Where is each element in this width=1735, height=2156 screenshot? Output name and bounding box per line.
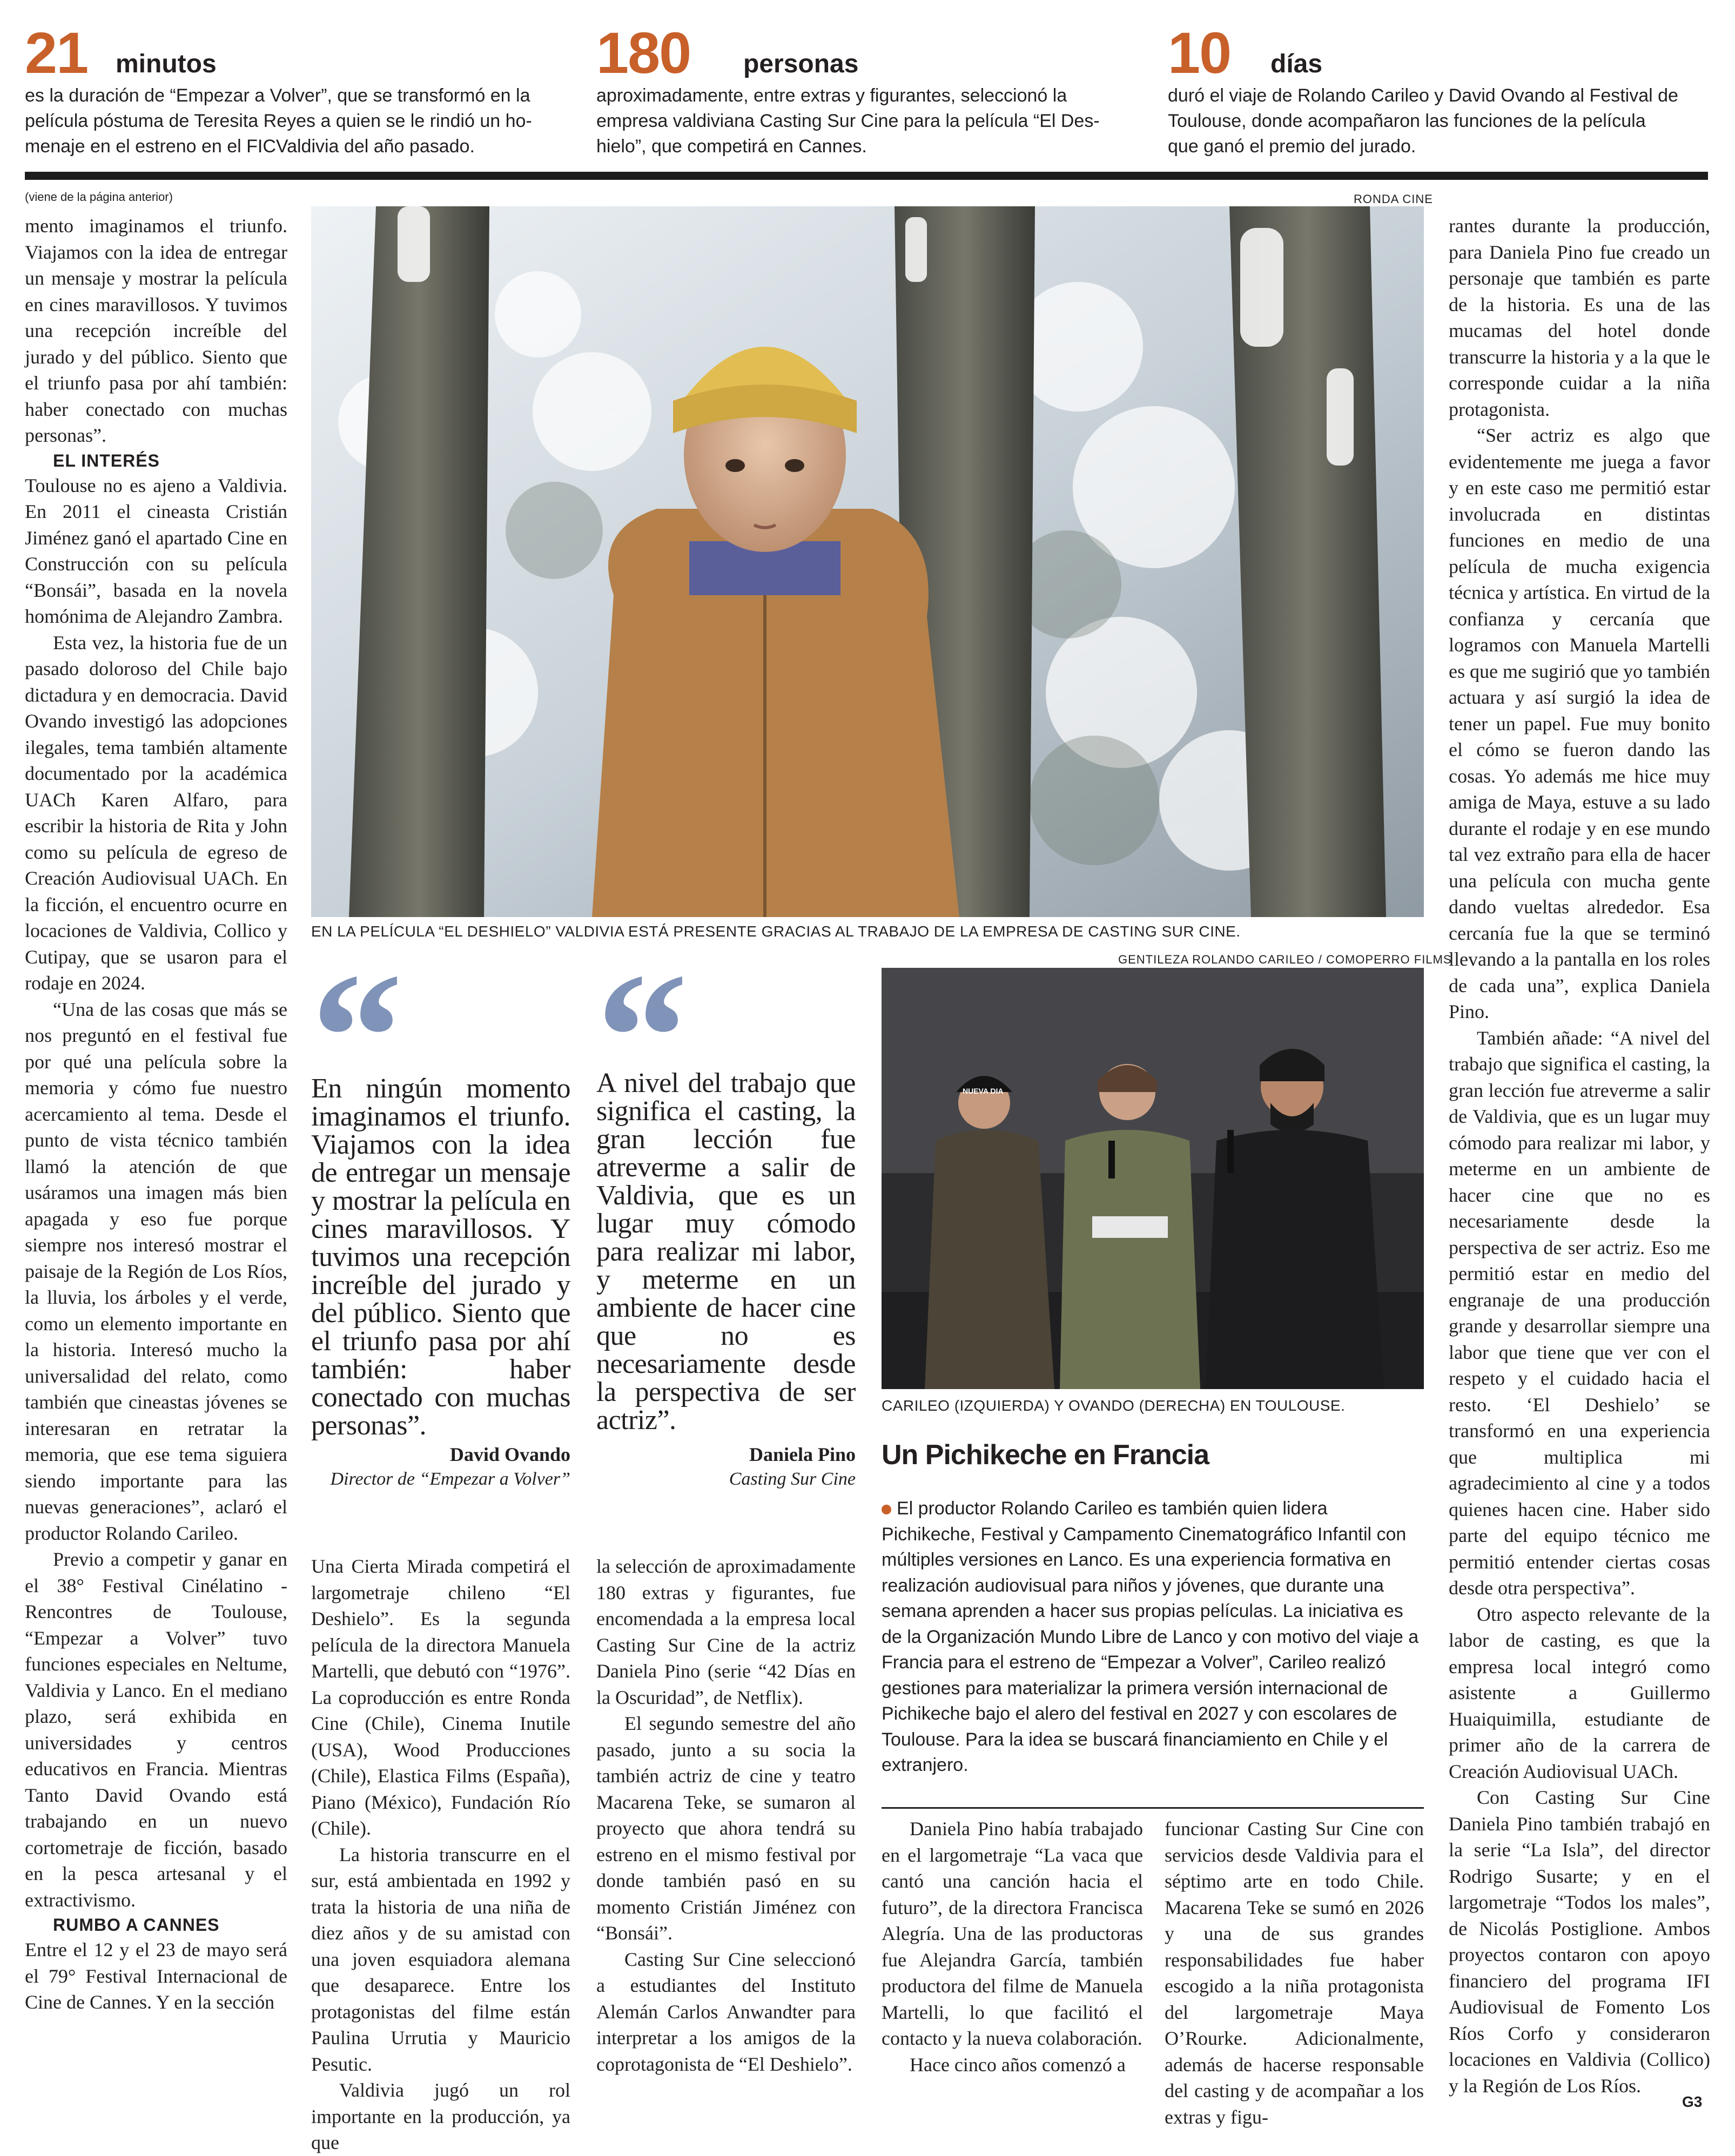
paragraph: Esta vez, la historia fue de un pasado doloroso del Chile bajo dictadura y en democracia. David Ovando investigó las adopciones ilegales, tema también altamente documentado por la académica UACh Karen Alfaro, para escribir la historia de Rita y John como su película de egreso de Creación Audiovisual UACh. En la ficción, el encuentro ocurre en locaciones de Valdivia, Collico y Cutipay, que se usaron para el rodaje en 2024. [25,631,287,994]
cap-badge: NUEVA DIA [963,1087,1004,1095]
quote-1-author: David Ovando [449,1444,570,1465]
paragraph: Entre el 12 y el 23 de mayo será el 79° Festival Internacional de Cine de Cannes. Y en la sección [25,1939,287,2013]
paragraph: rantes durante la producción, para Daniela Pino fue creado un personaje que también es parte de la historia. Es una de las mucamas del hotel donde transcurre la historia y a la que le corresponde cuidar a la niña protagonista. [1449,215,1710,420]
paragraph: Con Casting Sur Cine Daniela Pino también trabajó en la serie “La Isla”, del director Rodrigo Susarte; y en el largometraje “Todos los males”, de Nicolás Postiglione. Ambos proyectos contaron con apoyo financiero del programa IFI Audiovisual de Fomento Los Ríos Corfo y consideraron locaciones en Valdivia (Collico) y la Región de Los Ríos. [1449,1787,1710,2097]
bullet-dot-icon [882,1505,891,1514]
girl-in-snow-image [311,206,1424,917]
main-photo [311,206,1424,917]
paragraph: Una Cierta Mirada competirá el largometraje chileno “El Deshielo”. Es la segunda película de la directora Manuela Martelli, que debutó con “1976”. La coproducción es entre Ronda Cine (Chile), Cinema Inutile (USA), Wood Producciones (Chile), Elastica Films (España), Piano (México), Fundación Río (Chile). [311,1555,570,1839]
paragraph: “Una de las cosas que más se nos preguntó en el festival fue por qué una película sobre la memoria y cómo fue nuestro acercamiento al tema. Desde el punto de vista técnico también llamó la atención de que usáramos una imagen más bien apagada y eso fue porque siempre nos interesó mostrar el paisaje de la Región de Los Ríos, la lluvia, los árboles y el verde, como un elemento importante en la historia. Interesó mucho la universalidad del relato, como también que cineastas jóvenes se interesaran en retratar la memoria, que ese tema siguiera siendo importante para las nuevas generaciones”, aclaró el productor Rolando Carileo. [25,998,287,1544]
box-title: Un Pichikeche en Francia [882,1439,1209,1471]
continued-note: (viene de la página anterior) [25,190,173,204]
caption-second: CARILEO (IZQUIERDA) Y OVANDO (DERECHA) EN TOULOUSE. [882,1397,1346,1414]
caption-main: EN LA PELÍCULA “EL DESHIELO” VALDIVIA ESTÁ PRESENTE GRACIAS AL TRABAJO DE LA EMPRESA DE CASTING SUR CINE. [311,923,1241,940]
paragraph: Toulouse no es ajeno a Valdivia. En 2011 el cineasta Cristián Jiménez ganó el apartado Cine en Construcción con su película “Bonsái”, basada en la novela homónima de Alejandro Zambra. [25,474,287,627]
paragraph: Valdivia jugó un rol importante en la producción, ya que [311,2079,570,2153]
paragraph: También añade: “A nivel del trabajo que significa el casting, la gran lección fue atreverme a salir de Valdivia, que es un lugar muy cómodo para realizar mi labor, y meterme en un ambiente de hacer cine que no es necesariamente desde la perspectiva de ser actriz. Eso me permitió estar en medio del engranaje de una producción grande y desarrollar siempre una labor que tiene que ver con el respeto y el cuidado hacia el resto. ‘El Deshielo’ se transformó en una experiencia que multiplica mi agradecimiento al cine y a todos quienes hacen cine. Haber sido parte del equipo técnico me permitió entender ciertas cosas desde otra perspectiva”. [1449,1027,1710,1599]
column-6 [1449,213,1710,2099]
paragraph: El segundo semestre del año pasado, junto a su socia la también actriz de cine y teatro Macarena Teke, se sumaron al proyecto que ahora tendrá su estreno en el mismo festival por donde también pasó en su momento Cristián Jiménez con “Bonsái”. [596,1713,856,1944]
paragraph: Casting Sur Cine seleccionó a estudiantes del Instituto Alemán Carlos Anwandter para interpretar a los amigos de la coprotagonista de “El Deshielo”. [596,1948,856,2075]
pull-quote-2: A nivel del trabajo que significa el casting, la gran lección fue atreverme a salir de Valdivia, que es un lugar muy cómodo para realizar mi labor, y meterme en un ambiente de hacer cine que no es necesariamente desde la perspectiva de ser actriz”. [596,1068,856,1436]
quote-mark-icon [596,967,688,1048]
subhead-interes: EL INTERÉS [53,450,160,470]
stat-description: es la duración de “Empezar a Volver”, que se transformó en la película póstuma de Teresita Reyes a quien se le rindió un ho- menaje en el estreno en el FICValdivia del año pasado. [25,85,532,157]
paragraph: mento imaginamos el triunfo. Viajamos con la idea de entregar un mensaje y mostrar la película en cines maravillosos. Y tuvimos una recepción increíble del jurado y del público. Siento que el triunfo pasa por ahí también: haber conectado con muchas personas”. [25,215,287,446]
paragraph: funcionar Casting Sur Cine con servicios desde Valdivia para el séptimo arte en todo Chile. Macarena Teke se sumó en 2026 y una de sus grandes responsabilidades fue haber escogido a la niña protagonista del largometraje Maya O’Rourke. Adicionalmente, además de hacerse responsable del casting y de acompañar a los extras y figu- [1165,1818,1424,2128]
stat-block-2 [596,20,1142,169]
column-5 [1165,1816,1424,2130]
top-rule [25,172,1708,180]
column-1 [25,213,287,2016]
photo-credit-second: GENTILEZA ROLANDO CARILEO / COMOPERRO FILMS [1118,953,1452,966]
paragraph: Hace cinco años comenzó a [910,2053,1126,2076]
stat-block-1 [25,20,570,169]
paragraph: la selección de aproximadamente 180 extras y figurantes, fue encomendada a la empresa local Casting Sur Cine de la actriz Daniela Pino (serie “42 Días en la Oscuridad”, de Netflix). [596,1555,856,1708]
stat-unit: personas [743,50,859,78]
stat-unit: minutos [116,50,217,78]
stat-description: duró el viaje de Rolando Carileo y David Ovando al Festival de Toulouse, donde acompañaron las funciones de la película que ganó el premio del jurado. [1168,85,1678,157]
column-2 [311,1553,570,2156]
stat-description: aproximadamente, entre extras y figurantes, seleccionó la empresa valdiviana Casting Sur Cine para la película “El Des- hielo”, que competirá en Cannes. [596,85,1100,157]
second-photo [882,968,1424,1389]
end-mark-icon: G3 [1682,2093,1703,2110]
stat-number: 21 [25,20,88,85]
column-3 [596,1553,856,2077]
photo-credit-main: RONDA CINE [1354,192,1433,206]
paragraph: Otro aspecto relevante de la labor de casting, es que la empresa local integró como asistente a Guillermo Huaiquimilla, estudiante de primer año de la carrera de Creación Audiovisual UACh. [1449,1603,1710,1782]
box-text: El productor Rolando Carileo es también quien lidera Pichikeche, Festival y Campamento Cinematográfico Infantil con múltiples versiones en Lanco. Es una experiencia formativa en realización audiovisual para niños y jóvenes, que durante una semana aprenden a hacer sus propias películas. La iniciativa es de la Organización Mundo Libre de Lanco y con motivo del viaje a Francia para el estreno de “Empezar a Volver”, Carileo realizó gestiones para materializar la primera versión internacional de Pichikeche bajo el alero del festival en 2027 y con escolares de Toulouse. Para la idea se buscará financiamiento en Chile y el extranjero. [882,1498,1419,1775]
quote-2-role: Casting Sur Cine [729,1469,856,1489]
pull-quote-1: En ningún momento imaginamos el triunfo. Viajamos con la idea de entregar un mensaje y mostrar la película en cines maravillosos. Y tuvimos una recepción increíble del jurado y del público. Siento que el triunfo pasa por ahí también: haber conectado con muchas personas”. [311,1073,570,1441]
stat-unit: días [1270,50,1323,78]
quote-mark-icon [311,967,403,1048]
paragraph: “Ser actriz es algo que evidentemente me juega a favor y en este caso me permitió estar involucrada en distintas funciones en medio de una película de mucha exigencia técnica y artística. En virtud de la confianza y cercanía que logramos con Manuela Martelli es que me sugirió que yo también actuara y así surgió la idea de tener un papel. Fue muy bonito el cómo se fueron dando las cosas. Yo además me hice muy amiga de Maya, estuve a su lado durante el rodaje y en ese mundo tal vez extraño para ella de hacer una película con mucha gente dando vueltas alrededor. Esa cercanía fue la que se terminó llevando a la pantalla en los roles de cada una”, explica Daniela Pino. [1449,425,1710,1022]
stat-number: 180 [596,20,691,85]
paragraph: Previo a competir y ganar en el 38° Festival Cinélatino - Rencontres de Toulouse, “Empezar a Volver” tuvo funciones especiales en Neltume, Valdivia y Lanco. En el mediano plazo, será exhibida en universidades y centros educativos en Francia. Mientras Tanto David Ovando está trabajando en un nuevo cortometraje de ficción, basado en la pesca artesanal y el extractivismo. [25,1548,287,1911]
box-rule [882,1807,1424,1809]
filmmakers-stage-image [882,968,1424,1389]
quote-2-author: Daniela Pino [749,1444,856,1465]
paragraph: La historia transcurre en el sur, está ambientada en 1992 y trata la historia de una niña de diez años y de su amistad con una joven esquiadora alemana que desaparece. Entre los protagonistas del filme están Paulina Urrutia y Mauricio Pesutic. [311,1843,570,2075]
subhead-cannes: RUMBO A CANNES [53,1915,220,1935]
column-4 [882,1816,1143,2078]
quote-1-role: Director de “Empezar a Volver” [330,1469,570,1489]
stat-number: 10 [1168,20,1231,85]
stat-block-3 [1168,20,1713,169]
paragraph: Daniela Pino había trabajado en el largometraje “La vaca que cantó una canción hacia el futuro”, de la directora Francisca Alegría. Una de las productoras fue Alejandra García, también productora del filme de Manuela Martelli, lo que facilitó el contacto y la nueva colaboración. [882,1818,1143,2049]
